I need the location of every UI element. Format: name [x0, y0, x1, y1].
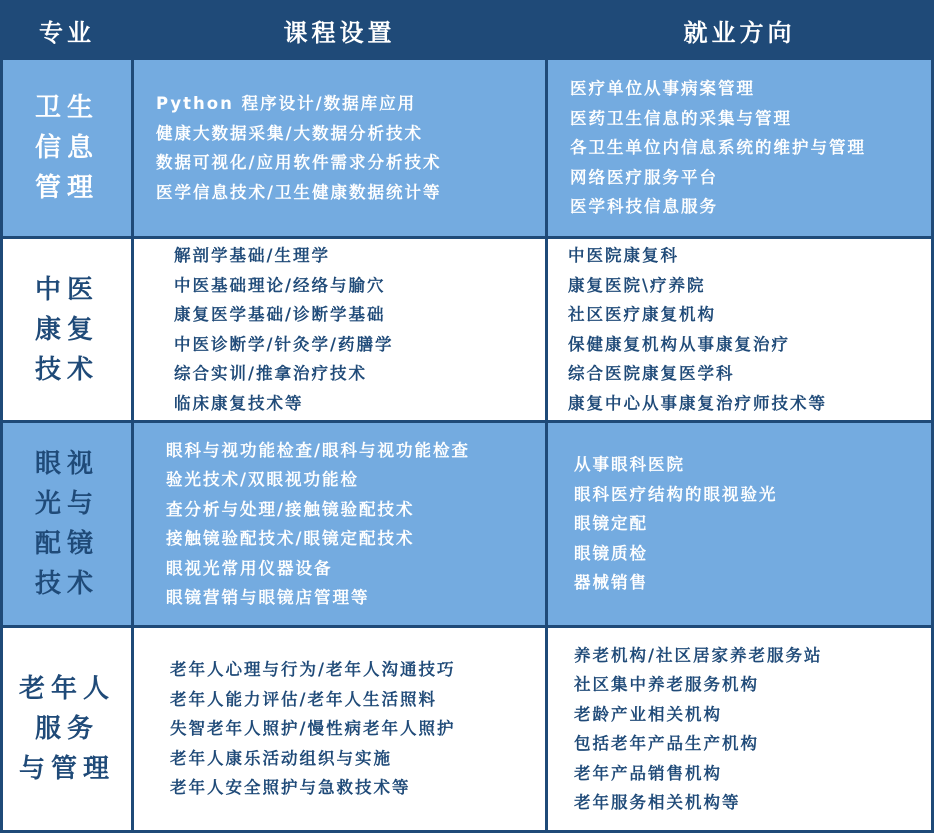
- course-item: 中医基础理论/经络与腧穴: [174, 275, 386, 295]
- course-item: 老年人心理与行为/老年人沟通技巧: [170, 660, 456, 680]
- career-item: 从事眼科医院: [574, 455, 685, 475]
- career-item: 网络医疗服务平台: [570, 167, 718, 187]
- major-cell: [3, 239, 131, 420]
- career-item: 各卫生单位内信息系统的维护与管理: [570, 138, 866, 158]
- course-item: 验光技术/双眼视功能检: [166, 470, 360, 489]
- career-item: 社区集中养老服务机构: [574, 675, 759, 694]
- header-major: 专业: [3, 3, 131, 57]
- major-cell: [3, 423, 131, 625]
- careers-cell: [548, 628, 931, 830]
- career-item: 眼镜质检: [574, 543, 648, 563]
- career-item: 中医院康复科: [568, 246, 679, 265]
- major-cell: [3, 60, 131, 236]
- course-item: 眼科与视功能检查/眼科与视功能检查: [166, 440, 471, 460]
- careers-cell: [548, 239, 931, 420]
- career-item: 康复医院\疗养院: [568, 275, 706, 295]
- career-item: 综合医院康复医学科: [568, 364, 735, 383]
- career-item: 眼科医疗结构的眼视验光: [574, 484, 778, 504]
- major-name-line: 卫生: [34, 93, 99, 123]
- major-name-line: 服务: [34, 714, 99, 744]
- career-item: 老年服务相关机构等: [574, 793, 741, 812]
- course-item: 老年人康乐活动组织与实施: [170, 748, 392, 768]
- career-item: 器械销售: [574, 573, 648, 593]
- major-name-line: 配镜: [34, 529, 99, 559]
- careers-cell: [548, 60, 931, 236]
- career-item: 医学科技信息服务: [570, 197, 718, 217]
- courses-cell: [134, 239, 545, 420]
- course-item: 眼视光常用仪器设备: [166, 558, 333, 578]
- course-item: 中医诊断学/针灸学/药膳学: [174, 334, 394, 354]
- major-name-line: 眼视: [34, 449, 99, 479]
- course-item: 老年人安全照护与急救技术等: [170, 778, 411, 798]
- major-name-line: 康复: [34, 314, 99, 345]
- major-name-line: 老年人: [18, 674, 115, 704]
- careers-cell: [548, 423, 931, 625]
- career-item: 眼镜定配: [574, 514, 648, 534]
- career-item: 医疗单位从事病案管理: [570, 79, 755, 99]
- career-item: 医药卫生信息的采集与管理: [570, 108, 792, 128]
- major-name-line: 技术: [34, 354, 99, 385]
- career-item: 养老机构/社区居家养老服务站: [574, 645, 823, 665]
- course-item: 健康大数据采集/大数据分析技术: [156, 123, 424, 143]
- course-item: 数据可视化/应用软件需求分析技术: [156, 153, 442, 172]
- major-name-line: 中医: [34, 274, 99, 305]
- career-item: 社区医疗康复机构: [568, 305, 716, 324]
- career-item: 老年产品销售机构: [574, 763, 722, 783]
- courses-cell: [134, 60, 545, 236]
- course-item: 接触镜验配技术/眼镜定配技术: [166, 529, 415, 548]
- course-item: 解剖学基础/生理学: [174, 246, 331, 265]
- major-name-line: 技术: [34, 569, 99, 599]
- course-item: 失智老年人照护/慢性病老年人照护: [170, 719, 456, 739]
- career-item: 老龄产业相关机构: [574, 704, 722, 724]
- course-item: 临床康复技术等: [174, 393, 304, 413]
- career-item: 保健康复机构从事康复治疗: [568, 334, 790, 354]
- major-name-line: 与管理: [18, 754, 115, 784]
- course-item: 查分析与处理/接触镜验配技术: [166, 499, 415, 519]
- header-careers: 就业方向: [548, 3, 931, 57]
- course-item: Python 程序设计/数据库应用: [156, 94, 417, 113]
- course-item: 医学信息技术/卫生健康数据统计等: [156, 182, 442, 202]
- major-name-line: 光与: [34, 489, 99, 519]
- course-item: 眼镜营销与眼镜店管理等: [166, 588, 370, 607]
- course-item: 老年人能力评估/老年人生活照料: [170, 689, 438, 709]
- course-item: 综合实训/推拿治疗技术: [174, 364, 368, 383]
- major-name-line: 管理: [34, 173, 99, 203]
- course-item: 康复医学基础/诊断学基础: [174, 305, 386, 324]
- major-name-line: 信息: [34, 133, 99, 163]
- career-item: 包括老年产品生产机构: [574, 734, 759, 753]
- career-item: 康复中心从事康复治疗师技术等: [568, 393, 827, 413]
- courses-cell: [134, 628, 545, 830]
- courses-cell: [134, 423, 545, 625]
- major-cell: [3, 628, 131, 830]
- header-courses: 课程设置: [134, 3, 545, 57]
